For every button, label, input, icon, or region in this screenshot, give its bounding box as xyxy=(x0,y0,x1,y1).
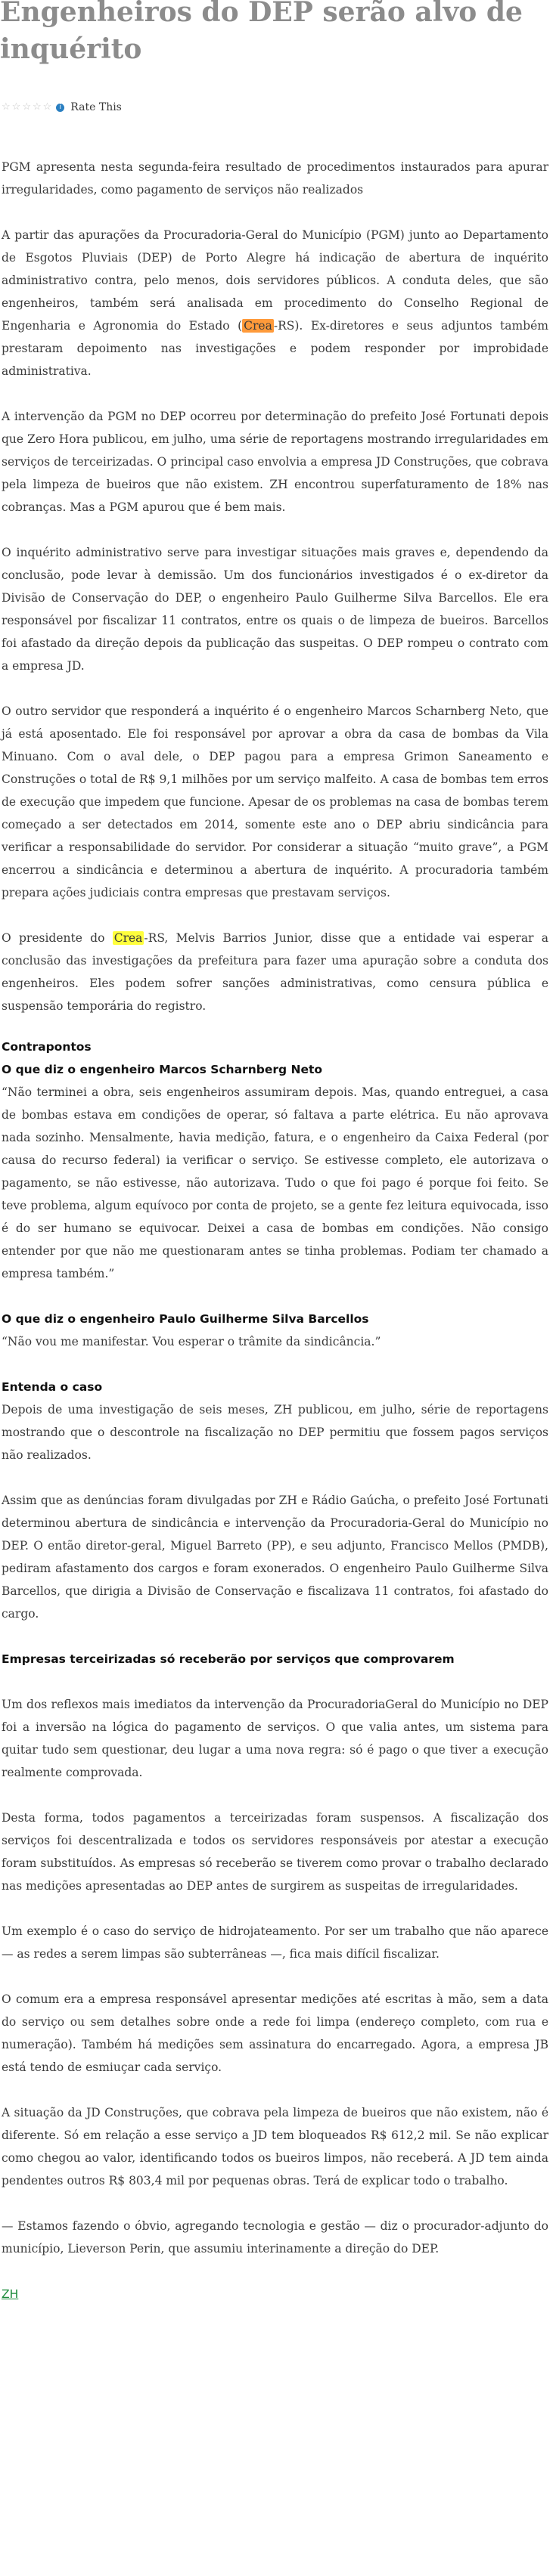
body-paragraph: A intervenção da PGM no DEP ocorreu por determinação do prefeito José Fortunati depois que Zero Hora publicou, em julho, uma série de reportagens mostrando irregularidades em serviços de terceirizadas. O principal caso envolvia a empresa JD Construções, que cobrava pela limpeza de bueiros que não existem. ZH encontrou superfaturamento de 18% nas cobranças. Mas a PGM apurou que é bem mais. xyxy=(2,410,548,514)
body-text: -RS, Melvis Barrios Junior, disse que a entidade vai esperar a conclusão das investigações da prefeitura para fazer uma apuração sobre a conduta dos engenheiros. Eles podem sofrer sanções administrativas, como censura pública e suspensão temporária do registro. xyxy=(2,931,548,1013)
marcos-heading: O que diz o engenheiro Marcos Scharnberg Neto xyxy=(2,1063,323,1076)
empresas-paragraph: A situação da JD Construções, que cobrava pela limpeza de bueiros que não existem, não é diferente. Só em relação a esse serviço a JD tem bloqueados R$ 612,2 mil. Se não explicar como chegou ao valor, identificando todos os bueiros limpos, não receberá. A JD tem ainda pendentes outros R$ 803,4 mil por pequenas obras. Terá de explicar todo o trabalho. xyxy=(2,2106,548,2187)
empresas-paragraph: Desta forma, todos pagamentos a terceirizadas foram suspensos. A fiscalização dos serviços foi descentralizada e todos os servidores responsáveis por atestar a execução foram substituídos. As empresas só receberão se tiverem como provar o trabalho declarado nas medições apresentadas ao DEP antes de surgirem as suspeitas de irregularidades. xyxy=(2,1811,548,1893)
empresas-heading: Empresas terceirizadas só receberão por serviços que comprovarem xyxy=(2,1652,455,1666)
body-text: O presidente do xyxy=(2,931,113,945)
star-icon[interactable]: ☆ xyxy=(42,101,52,113)
body-paragraph: O outro servidor que responderá a inquérito é o engenheiro Marcos Scharnberg Neto, que já está aposentado. Ele foi responsável por aprovar a obra da casa de bombas da Vila Minuano. Com o aval dele, o DEP pagou para a empresa Grimon Saneamento e Construções o total de R$ 9,1 milhões por um serviço malfeito. A casa de bombas tem erros de execução que impedem que funcione. Apesar de os problemas na casa de bombas terem começado a ser detectados em 2014, somente este ano o DEP abriu sindicância para verificar a responsabilidade do servidor. Por considerar a situação “muito grave”, a PGM encerrou a sindicância e determinou a abertura de inquérito. A procuradoria também prepara ações judiciais contra empresas que prestavam serviços. xyxy=(2,704,548,899)
search-highlight: Crea xyxy=(113,931,143,945)
empresas-paragraph: — Estamos fazendo o óbvio, agregando tecnologia e gestão — diz o procurador-adjunto do município, Lieverson Perin, que assumiu interinamente a direção do DEP. xyxy=(2,2219,548,2256)
lead-paragraph: PGM apresenta nesta segunda-feira resultado de procedimentos instaurados para apurar irregularidades, como pagamento de serviços não realizados xyxy=(2,160,548,197)
body-paragraph xyxy=(2,927,548,1017)
star-icon[interactable]: ☆ xyxy=(2,101,11,113)
source-link[interactable]: ZH xyxy=(2,2287,19,2301)
entenda-heading: Entenda o caso xyxy=(2,1380,103,1394)
star-icon[interactable]: ☆ xyxy=(22,101,31,113)
article-body xyxy=(2,156,548,2305)
entenda-paragraph: Depois de uma investigação de seis meses, ZH publicou, em julho, série de reportagens mostrando que o descontrole na fiscalização no DEP permitiu que fossem pagos serviços não realizados. xyxy=(2,1403,548,1462)
body-text: A partir das apurações da Procuradoria-Geral do Município (PGM) junto ao Departamento de Esgotos Pluviais (DEP) de Porto Alegre há indicação de abertura de inquérito administrativo contra, pelo menos, dois servidores públicos. A conduta deles, que são engenheiros, também será analisada em procedimento do Conselho Regional de Engenharia e Agronomia do Estado ( xyxy=(2,228,548,333)
paulo-quote: “Não vou me manifestar. Vou esperar o trâmite da sindicância.” xyxy=(2,1335,381,1348)
search-highlight: Crea xyxy=(244,319,272,333)
empresas-paragraph: Um exemplo é o caso do serviço de hidrojateamento. Por ser um trabalho que não aparece — as redes a serem limpas são subterrâneas —, fica mais difícil fiscalizar. xyxy=(2,1924,548,1961)
marcos-quote: “Não terminei a obra, seis engenheiros assumiram depois. Mas, quando entreguei, a casa de bombas estava em condições de operar, só faltava a parte elétrica. Eu não aprovava nada sozinho. Mensalmente, havia medição, fatura, e o engenheiro da Caixa Federal (por causa do recurso federal) ia verificar o serviço. Se estivesse completo, ele autorizava o pagamento, se não estivesse, não autorizava. Tudo o que foi pago é porque foi feito. Se teve problema, algum equívoco por conta de projeto, se a gente fez leitura equivocada, isso é do ser humano se equivocar. Deixei a casa de bombas em condições. Não consigo entender por que não me questionaram antes se tinha problemas. Podiam ter chamado a empresa também.” xyxy=(2,1085,548,1280)
body-paragraph xyxy=(2,224,548,382)
empresas-paragraph: O comum era a empresa responsável apresentar medições até escritas à mão, sem a data do serviço ou sem detalhes sobre onde a rede foi limpa (endereço completo, com rua e numeração). Também há medições sem assinatura do encarregado. Agora, a empresa JB está tendo de esmiuçar cada serviço. xyxy=(2,1992,548,2074)
entenda-paragraph: Assim que as denúncias foram divulgadas por ZH e Rádio Gaúcha, o prefeito José Fortunati determinou abertura de sindicância e intervenção da Procuradoria-Geral do Município no DEP. O então diretor-geral, Miguel Barreto (PP), e seu adjunto, Francisco Mellos (PMDB), pediram afastamento dos cargos e foram exonerados. O engenheiro Paulo Guilherme Silva Barcellos, que dirigia a Divisão de Conservação e fiscalizava 11 contratos, foi afastado do cargo. xyxy=(2,1494,548,1621)
empresas-paragraph: Um dos reflexos mais imediatos da intervenção da ProcuradoriaGeral do Município no DEP foi a inversão na lógica do pagamento de serviços. O que valia antes, um sistema para quitar tudo sem questionar, deu lugar a uma nova regra: só é pago o que tiver a execução realmente comprovada. xyxy=(2,1698,548,1779)
body-paragraph: O inquérito administrativo serve para investigar situações mais graves e, dependendo da conclusão, pode levar à demissão. Um dos funcionários investigados é o ex-diretor da Divisão de Conservação do DEP, o engenheiro Paulo Guilherme Silva Barcellos. Ele era responsável por fiscalizar 11 contratos, entre os quais o de limpeza de bueiros. Barcellos foi afastado da direção depois da publicação das suspeitas. O DEP rompeu o contrato com a empresa JD. xyxy=(2,546,548,673)
star-icon[interactable]: ☆ xyxy=(11,101,21,113)
paulo-heading: O que diz o engenheiro Paulo Guilherme Silva Barcellos xyxy=(2,1312,369,1326)
contrapontos-heading: Contrapontos xyxy=(2,1040,92,1054)
body-text: -RS). Ex-diretores e seus adjuntos também prestaram depoimento nas investigações e podem responder por improbidade administrativa. xyxy=(2,319,548,378)
article-title: Engenheiros do DEP serão alvo de inquérito xyxy=(0,0,523,65)
info-icon[interactable]: i xyxy=(56,104,64,112)
star-icon[interactable]: ☆ xyxy=(32,101,42,113)
star-rating[interactable] xyxy=(2,102,51,113)
rating-widget xyxy=(2,100,122,115)
rate-this-label[interactable]: Rate This xyxy=(70,101,122,113)
